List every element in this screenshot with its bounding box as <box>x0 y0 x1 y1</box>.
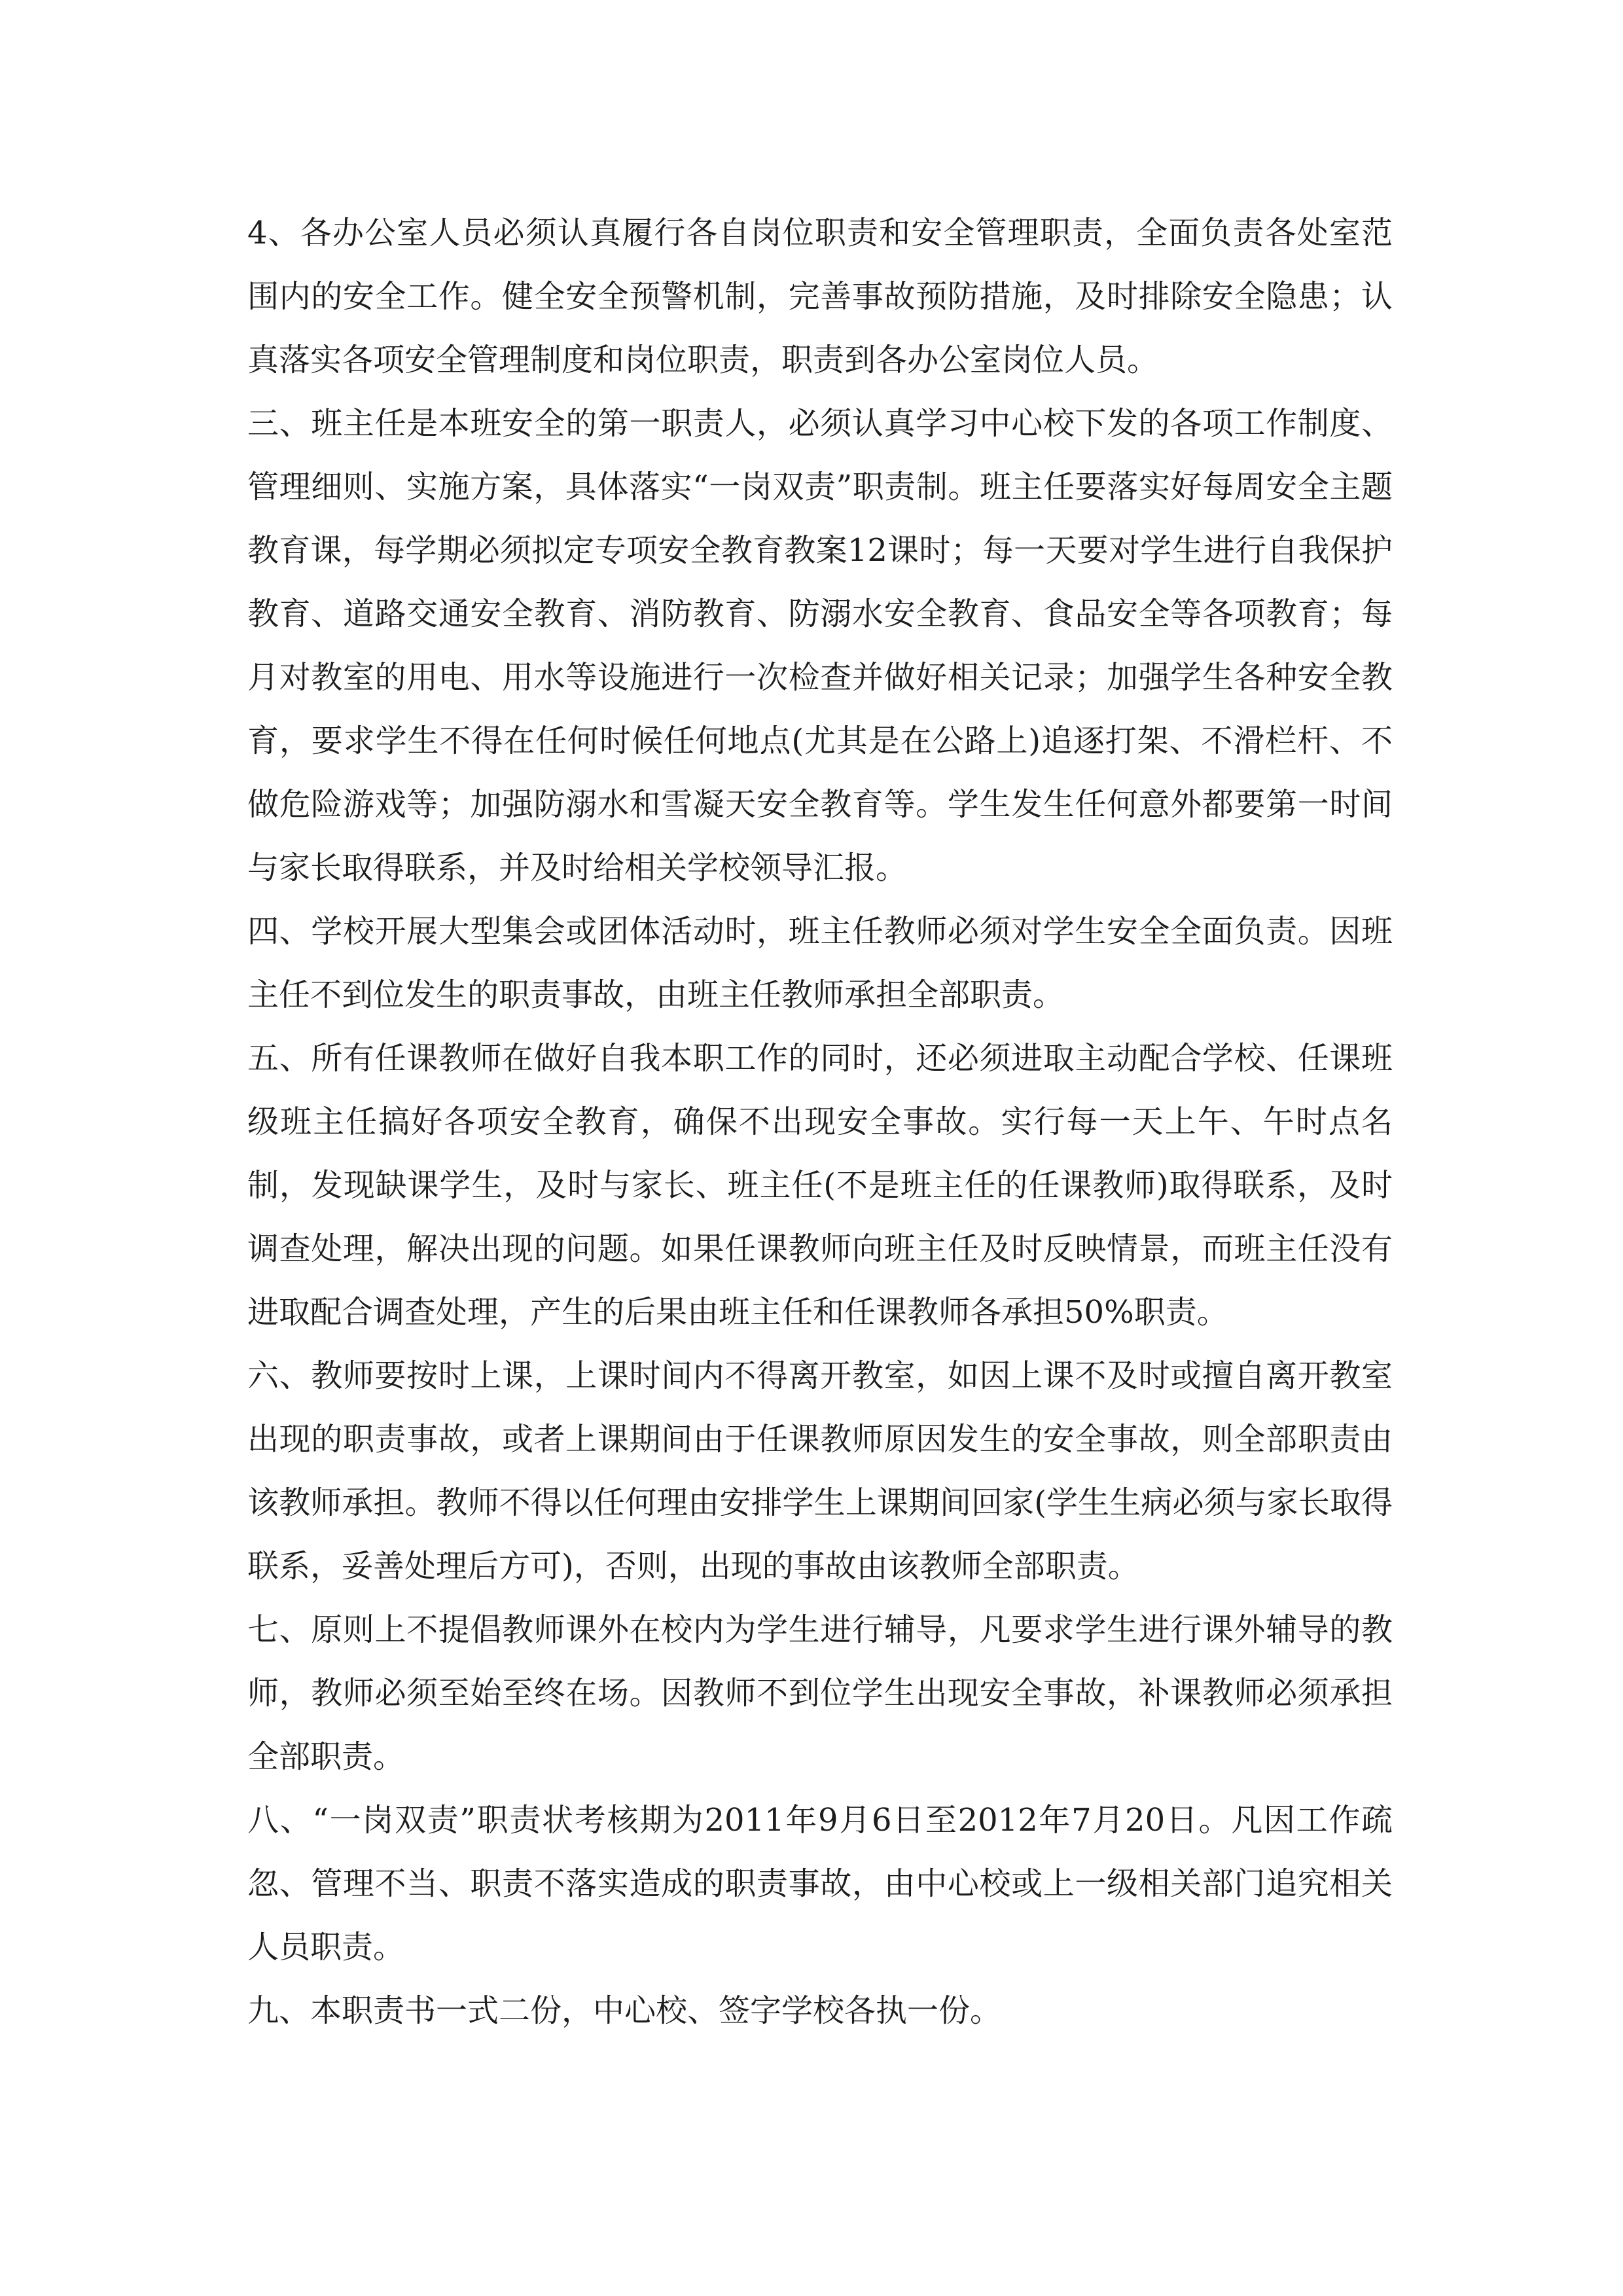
paragraph-copies: 九、本职责书一式二份，中心校、签字学校各执一份。 <box>247 1992 1002 2029</box>
paragraph-assessment-period: 八、“一岗双责”职责状考核期为2011年9月6日至2012年7月20日。凡因工作疏忽、管理不当、职责不落实造成的职责事故，由中心校或上一级相关部门追究相关人员职责。 <box>247 1802 1393 1965</box>
document-body <box>247 202 1393 2043</box>
paragraph-class-attendance: 六、教师要按时上课，上课时间内不得离开教室，如因上课不及时或擅自离开教室出现的职责事故，或者上课期间由于任课教师原因发生的安全事故，则全部职责由该教师承担。教师不得以任何理由安排学生上课期间回家(学生生病必须与家长取得联系，妥善处理后方可)，否则，出现的事故由该教师全部职责。 <box>247 1357 1393 1585</box>
paragraph-group-activities: 四、学校开展大型集会或团体活动时，班主任教师必须对学生安全全面负责。因班主任不到位发生的职责事故，由班主任教师承担全部职责。 <box>247 913 1393 1013</box>
paragraph-office-staff-duties: 4、各办公室人员必须认真履行各自岗位职责和安全管理职责，全面负责各处室范围内的安全工作。健全安全预警机制，完善事故预防措施，及时排除安全隐患；认真落实各项安全管理制度和岗位职责，职责到各办公室岗位人员。 <box>247 215 1393 378</box>
paragraph-subject-teachers: 五、所有任课教师在做好自我本职工作的同时，还必须进取主动配合学校、任课班级班主任搞好各项安全教育，确保不出现安全事故。实行每一天上午、午时点名制，发现缺课学生，及时与家长、班主任(不是班主任的任课教师)取得联系，及时调查处理，解决出现的问题。如果任课教师向班主任及时反映情景，而班主任没有进取配合调查处理，产生的后果由班主任和任课教师各承担50%职责。 <box>247 1040 1393 1331</box>
paragraph-extracurricular-tutoring: 七、原则上不提倡教师课外在校内为学生进行辅导，凡要求学生进行课外辅导的教师，教师必须至始至终在场。因教师不到位学生出现安全事故，补课教师必须承担全部职责。 <box>247 1611 1393 1775</box>
paragraph-head-teacher-duties: 三、班主任是本班安全的第一职责人，必须认真学习中心校下发的各项工作制度、管理细则、实施方案，具体落实“一岗双责”职责制。班主任要落实好每周安全主题教育课，每学期必须拟定专项安全教育教案12课时；每一天要对学生进行自我保护教育、道路交通安全教育、消防教育、防溺水安全教育、食品安全等各项教育；每月对教室的用电、用水等设施进行一次检查并做好相关记录；加强学生各种安全教育，要求学生不得在任何时候任何地点(尤其是在公路上)追逐打架、不滑栏杆、不做危险游戏等；加强防溺水和雪凝天安全教育等。学生发生任何意外都要第一时间与家长取得联系，并及时给相关学校领导汇报。 <box>247 405 1393 886</box>
